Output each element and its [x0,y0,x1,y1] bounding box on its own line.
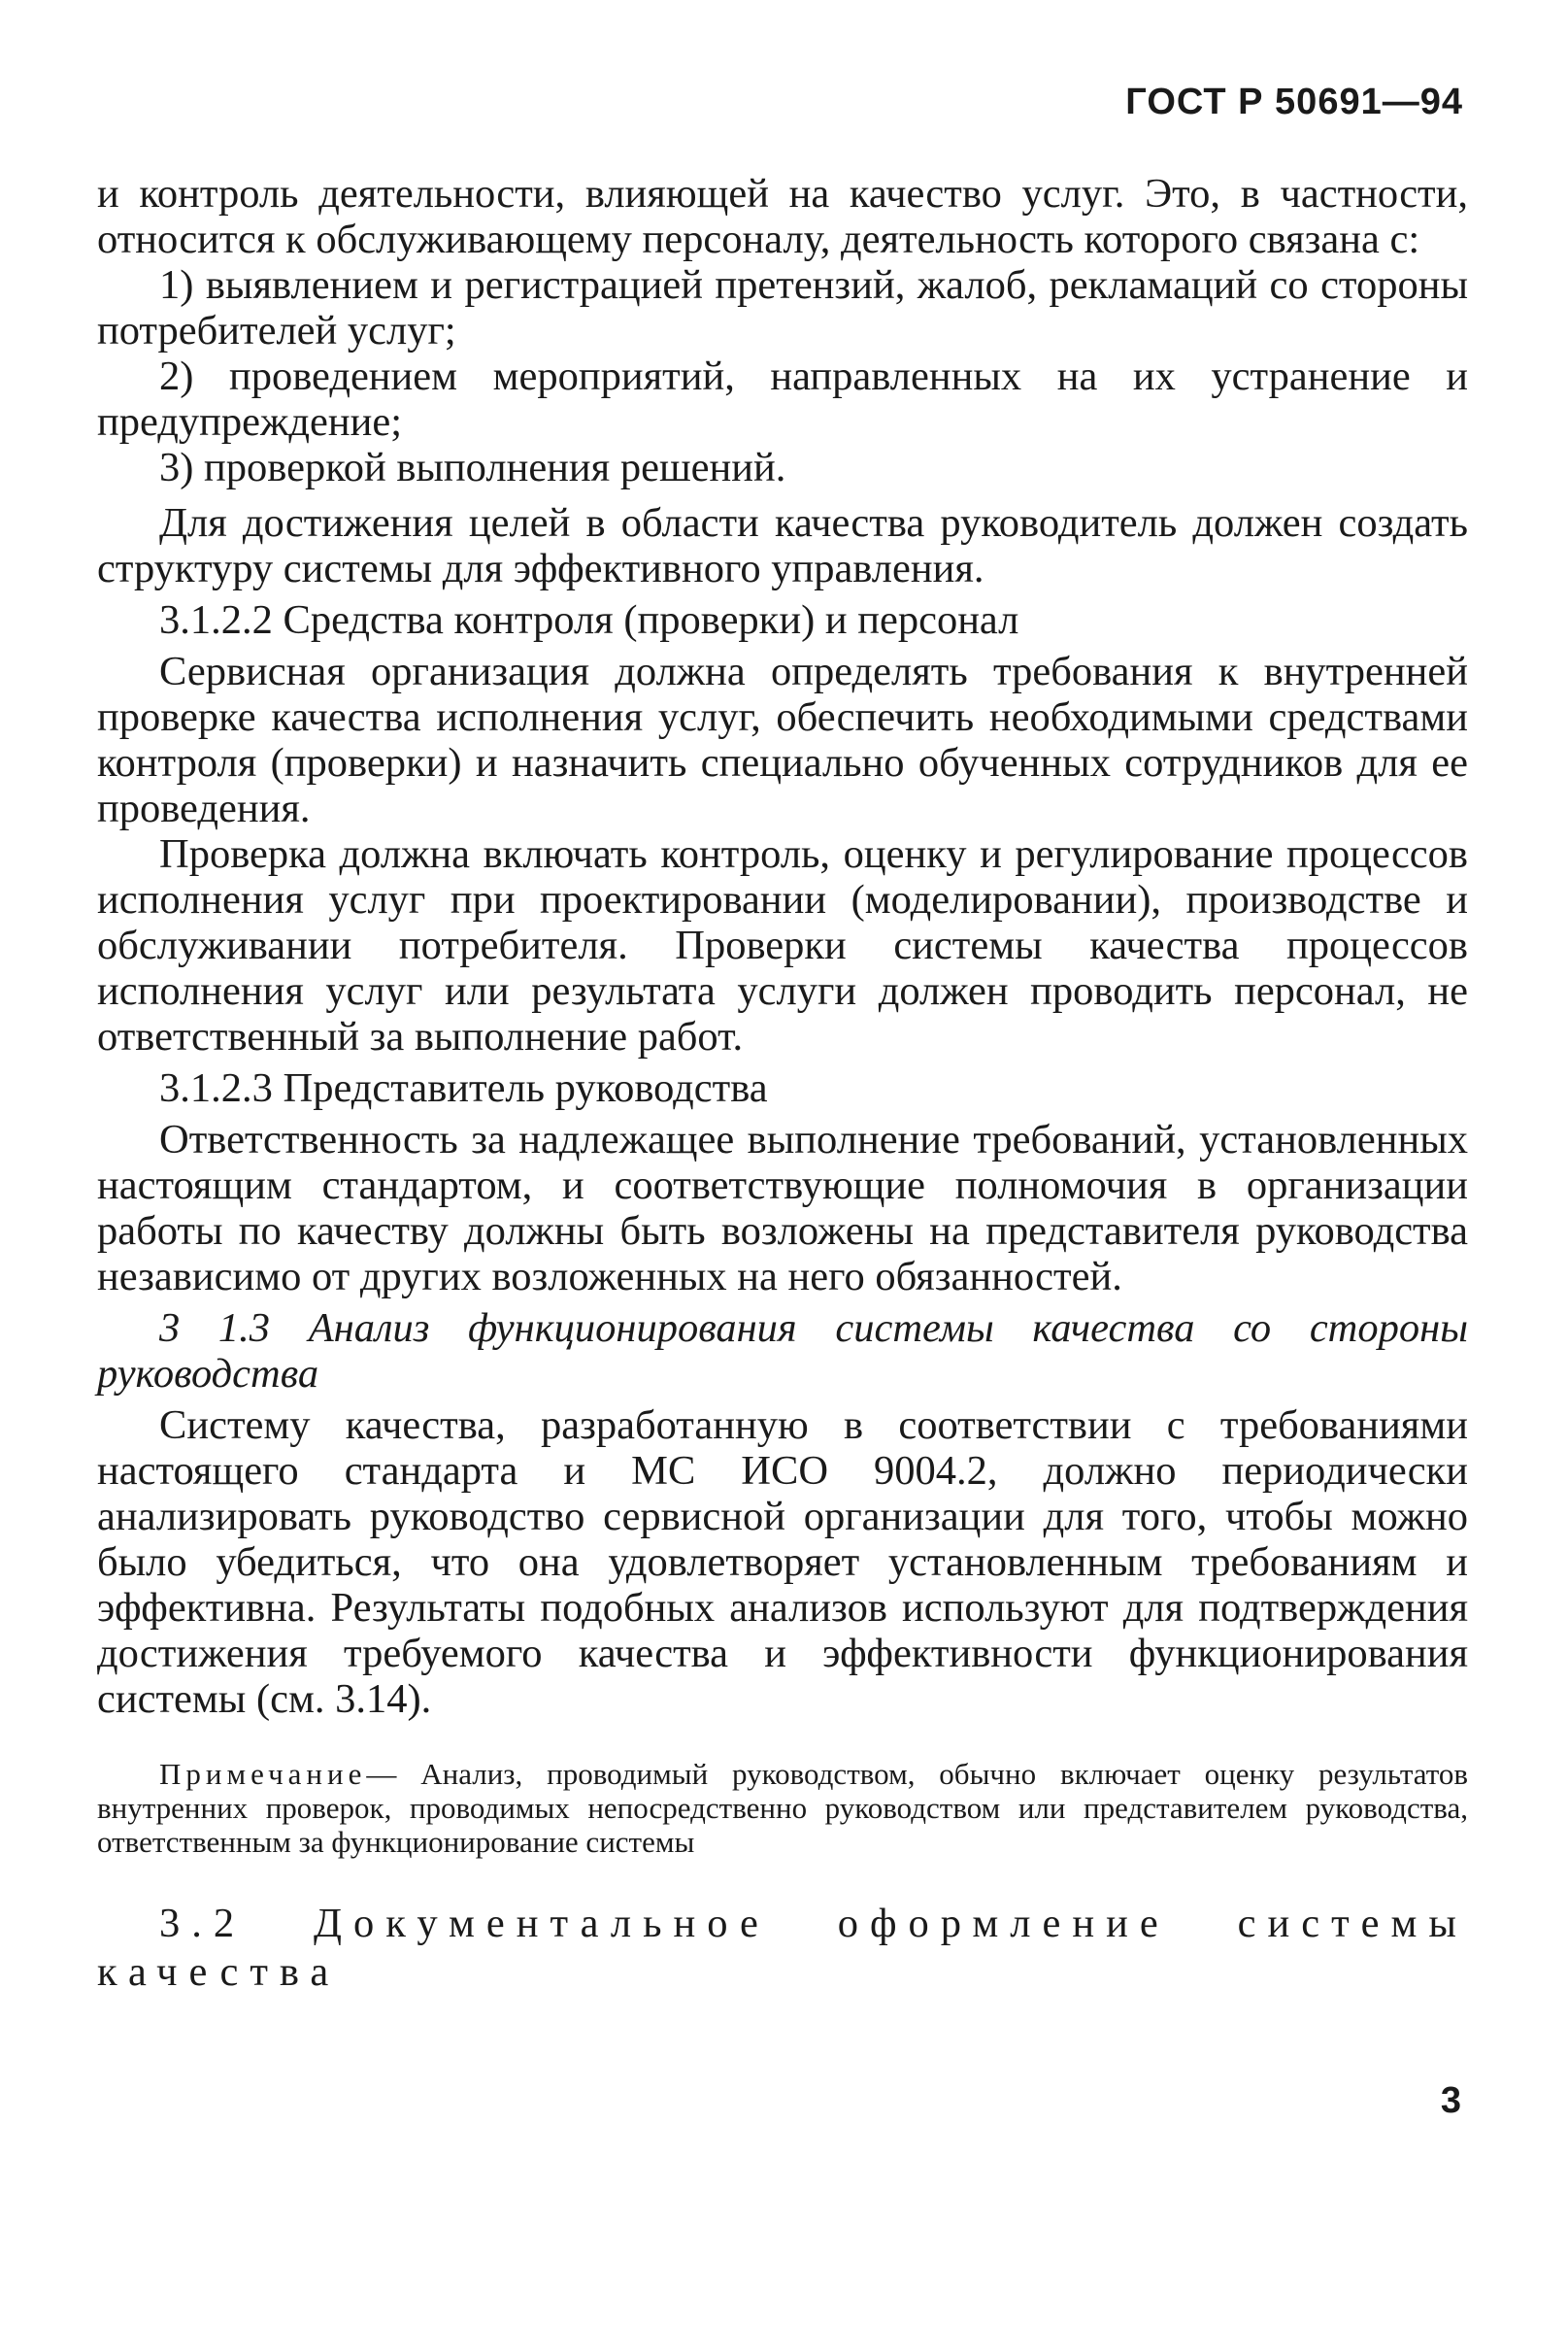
note-text: — Анализ, проводимый руководством, обычно включает оценку результатов внутренних проверок, проводимых непосредственно руководством или представителем руководства, ответственным за функционирование системы [97,1757,1468,1859]
note-label: Примечание [159,1757,367,1791]
subsection-heading-3-1-2-3: 3.1.2.3 Представитель руководства [159,1065,768,1111]
subsection-heading-3-1-3: 3 1.3 Анализ функционирования системы качества со стороны руководства [97,1305,1468,1397]
paragraph: и контроль деятельности, влияющей на качество услуг. Это, в частности, относится к обслуживающему персоналу, деятельность которого связана с: [97,171,1468,262]
section-heading-3-2: 3.2 Документальное оформление системы качества [97,1901,1468,1995]
subsection-heading-3-1-2-2: 3.1.2.2 Средства контроля (проверки) и персонал [159,597,1019,643]
paragraph: Проверка должна включать контроль, оценку и регулирование процессов исполнения услуг при проектировании (моделировании), производстве и обслуживании потребителя. Проверки системы качества процессов исполнения услуг или результата услуги должен проводить персонал, не ответственный за выполнение работ. [97,831,1468,1060]
paragraph: Ответственность за надлежащее выполнение требований, установленных настоящим стандартом, и соответствующие полномочия в организации работы по качеству должны быть возложены на представителя руководства независимо от других возложенных на него обязанностей. [97,1117,1468,1299]
list-item: 1) выявлением и регистрацией претензий, жалоб, рекламаций со стороны потребителей услуг; [97,262,1468,354]
document-body [97,171,1468,1997]
list-item: 3) проверкой выполнения решений. [159,445,786,490]
paragraph: Для достижения целей в области качества руководитель должен создать структуру системы для эффективного управления. [97,500,1468,591]
note [97,1757,1468,1859]
paragraph: Сервисная организация должна определять требования к внутренней проверке качества исполнения услуг, обеспечить необходимыми средствами контроля (проверки) и назначить специально обученных сотрудников для ее проведения. [97,649,1468,831]
list-item: 2) проведением мероприятий, направленных на их устранение и предупреждение; [97,354,1468,445]
document-code-header: ГОСТ Р 50691—94 [1125,82,1463,122]
page-number: 3 [1440,2080,1461,2121]
paragraph: Систему качества, разработанную в соответствии с требованиями настоящего стандарта и МС ИСО 9004.2, должно периодически анализировать руководство сервисной организации для того, чтобы можно было убедиться, что она удовлетворяет установленным требованиям и эффективна. Результаты подобных анализов используют для подтверждения достижения требуемого качества и эффективности функционирования системы (см. 3.14). [97,1402,1468,1722]
